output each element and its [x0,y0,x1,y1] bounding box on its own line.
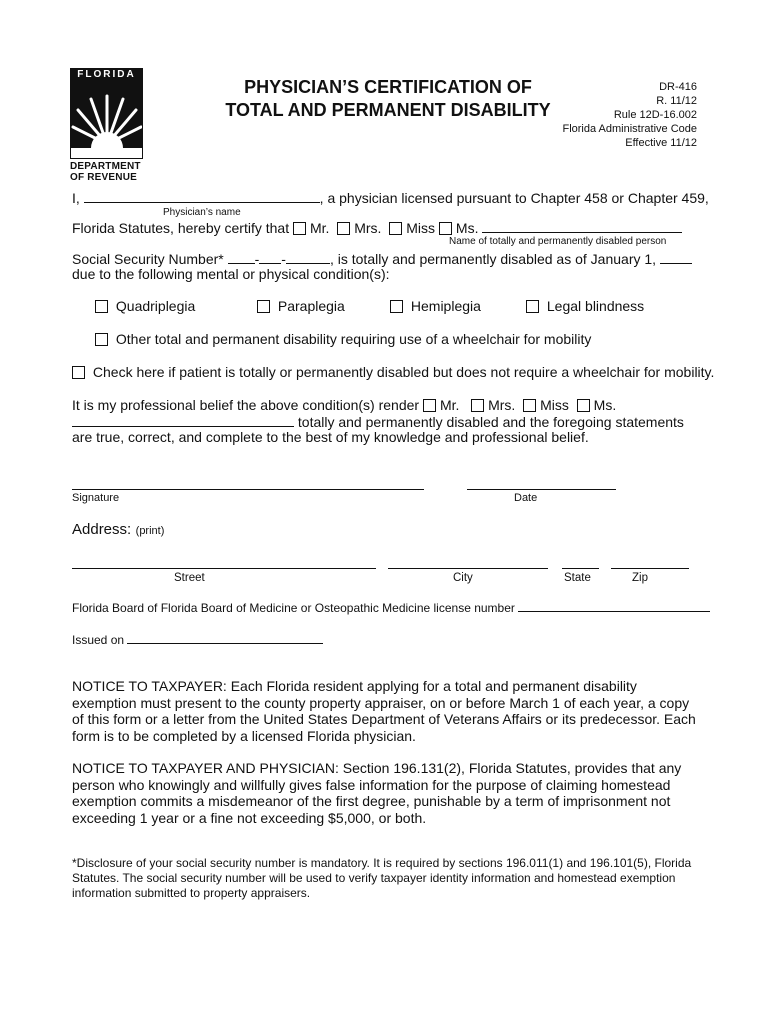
ssn-part3-field[interactable] [286,250,330,264]
paraplegia-checkbox[interactable] [257,300,270,313]
city-line[interactable] [388,568,548,569]
belief-statement: It is my professional belief the above condition(s) render Mr. Mrs. Miss Ms. [72,397,617,413]
other-wheelchair-checkbox[interactable] [95,333,108,346]
quadriplegia-checkbox[interactable] [95,300,108,313]
year-field[interactable] [660,250,692,264]
disabled-person-name-field[interactable] [482,219,682,233]
ssn-part1-field[interactable] [228,250,255,264]
logo-department: DEPARTMENT OF REVENUE [70,161,141,183]
license-number-field[interactable] [518,598,710,612]
belief-line2: totally and permanently disabled and the foregoing statements [72,413,684,431]
ssn-disclosure: *Disclosure of your social security number is mandatory. It is required by sections 196.011(1) and 196.101(5), Florida Statutes. The social security number will be used to verify taxpayer identity information and homestead exemption information submitted to property appraisers. [72,856,692,900]
title-mrs-checkbox[interactable] [337,222,350,235]
condition-legal-blindness[interactable]: Legal blindness [526,298,644,315]
belief-line3: are true, correct, and complete to the best of my knowledge and professional belief. [72,429,589,445]
belief-miss-checkbox[interactable] [523,399,536,412]
state-line[interactable] [562,568,599,569]
ssn-part2-field[interactable] [259,250,281,264]
issued-statement: Issued on [72,630,323,648]
signature-label: Signature [72,492,120,504]
certify-statement: Florida Statutes, hereby certify that Mr. Mrs. Miss Ms. [72,219,682,237]
physician-name-field[interactable] [84,189,320,203]
title-miss-checkbox[interactable] [389,222,402,235]
hemiplegia-checkbox[interactable] [390,300,403,313]
signature-line[interactable] [72,489,424,490]
city-label: City [453,572,473,584]
form-title: PHYSICIAN’S CERTIFICATION OF TOTAL AND PERMANENT DISABILITY [225,77,551,120]
belief-ms-checkbox[interactable] [577,399,590,412]
issued-on-field[interactable] [127,630,323,644]
belief-mrs-checkbox[interactable] [471,399,484,412]
date-line[interactable] [467,489,616,490]
condition-hemiplegia[interactable]: Hemiplegia [390,298,481,315]
no-wheelchair-checkbox[interactable] [72,366,85,379]
condition-intro: due to the following mental or physical condition(s): [72,266,390,282]
ssn-statement: Social Security Number* - - , is totally and permanently disabled as of January 1, [72,250,692,268]
zip-line[interactable] [611,568,689,569]
condition-paraplegia[interactable]: Paraplegia [257,298,345,315]
logo-state-name: FLORIDA [70,68,143,82]
legal-blindness-checkbox[interactable] [526,300,539,313]
title-ms-checkbox[interactable] [439,222,452,235]
physician-statement: I, , a physician licensed pursuant to Chapter 458 or Chapter 459, [72,190,709,206]
florida-dor-logo [70,68,143,183]
belief-person-name-field[interactable] [72,413,294,427]
title-mr-checkbox[interactable] [293,222,306,235]
notice-to-taxpayer-and-physician: NOTICE TO TAXPAYER AND PHYSICIAN: Section 196.131(2), Florida Statutes, provides that any person who knowingly and willfully gives false information for the purpose of claiming homestead exemption commits a misdemeanor of the first degree, punishable by a term of imprisonment not exceeding 1 year or a fine not exceeding $5,000, or both. [72,760,682,826]
disabled-person-name-label: Name of totally and permanently disabled person [449,236,667,247]
belief-mr-checkbox[interactable] [423,399,436,412]
condition-no-wheelchair[interactable]: Check here if patient is totally or permanently disabled but does not require a wheelchair for mobility. [72,364,714,381]
address-heading: Address: (print) [72,521,165,538]
date-label: Date [514,492,538,504]
street-line[interactable] [72,568,376,569]
notice-to-taxpayer: NOTICE TO TAXPAYER: Each Florida resident applying for a total and permanent disability exemption must present to the county property appraiser, on or before March 1 of each year, a copy of this form or a letter from the United States Department of Veterans Affairs or its predecessor. Each form is to be completed by a licensed Florida physician. [72,678,696,744]
physician-name-label: Physician’s name [163,207,241,218]
condition-other-wheelchair[interactable]: Other total and permanent disability requiring use of a wheelchair for mobility [95,331,591,348]
state-label: State [564,572,591,584]
sunburst-icon [70,82,143,159]
license-statement: Florida Board of Florida Board of Medicine or Osteopathic Medicine license number [72,598,710,616]
zip-label: Zip [632,572,648,584]
street-label: Street [174,572,205,584]
form-meta: DR-416 R. 11/12 Rule 12D-16.002 Florida Administrative Code Effective 11/12 [562,81,697,149]
condition-quadriplegia[interactable]: Quadriplegia [95,298,195,315]
